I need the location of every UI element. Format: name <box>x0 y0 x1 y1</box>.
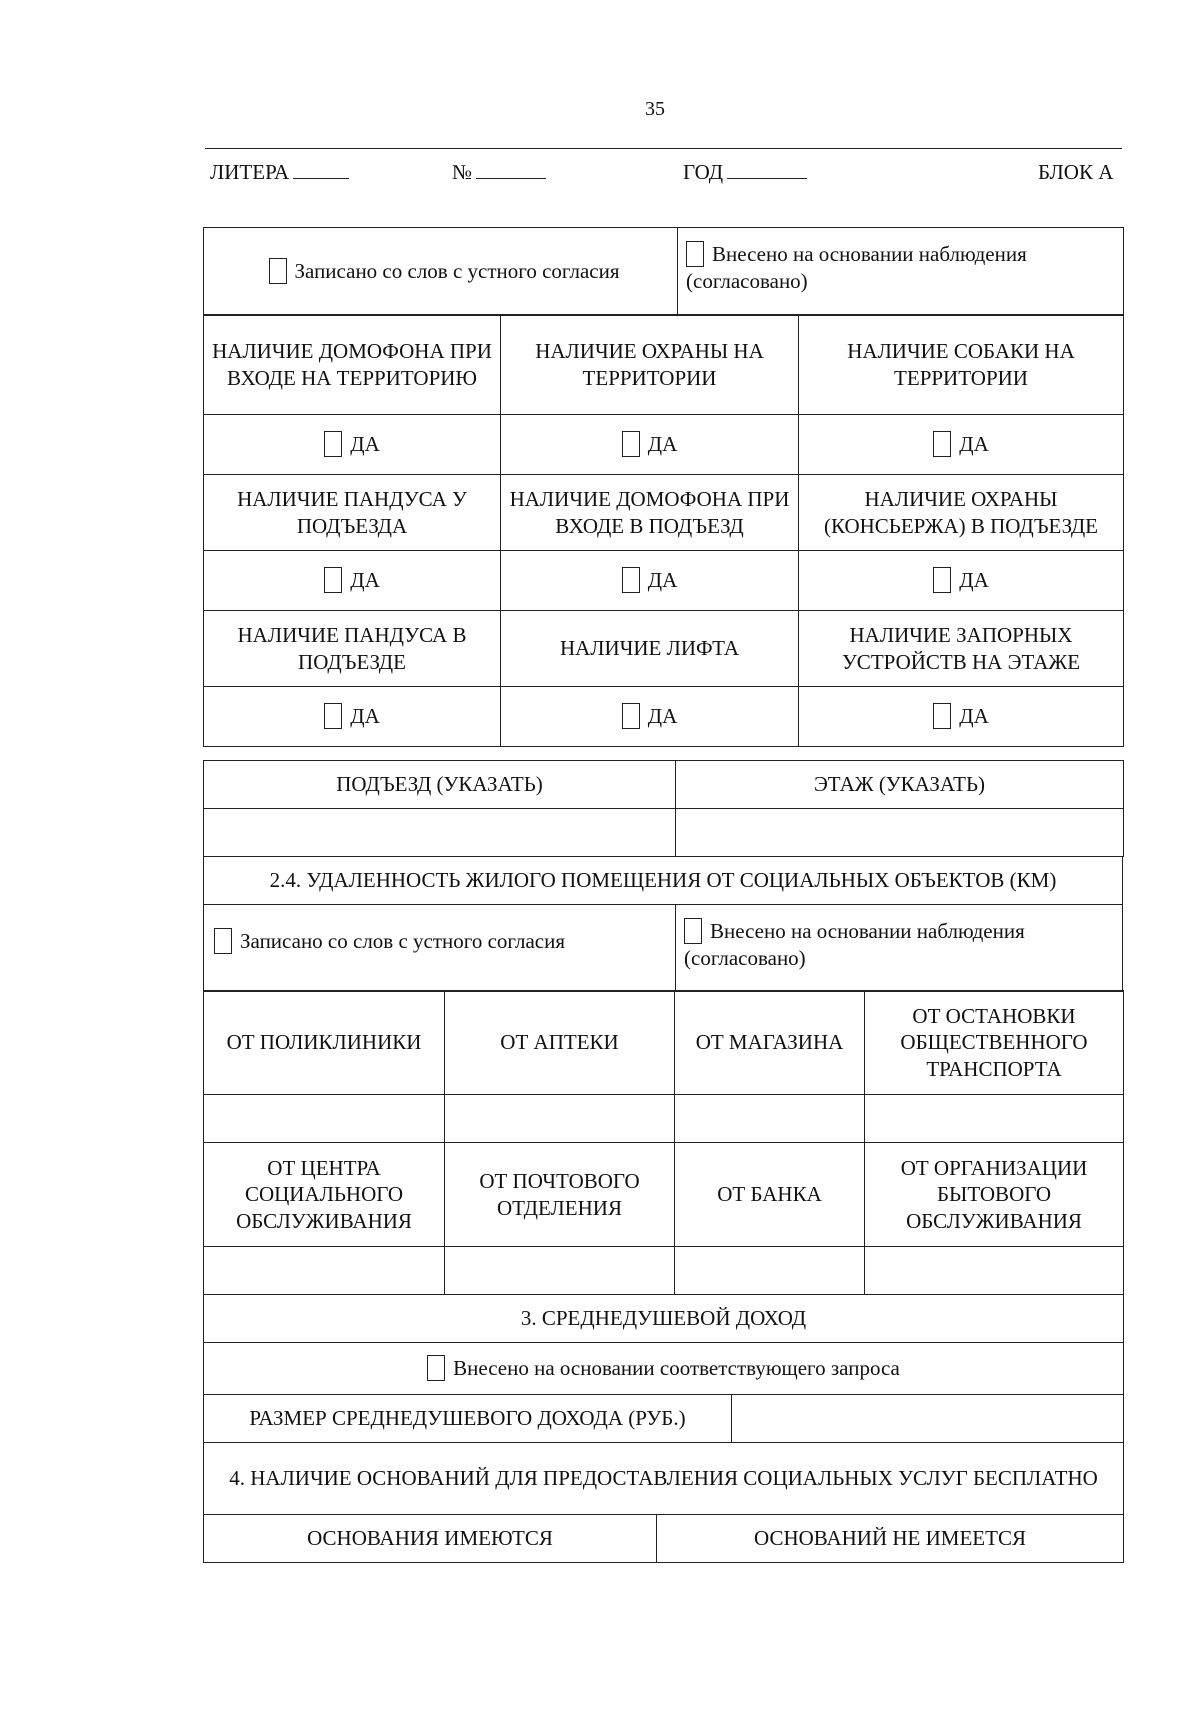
consent-observed-checkbox[interactable] <box>686 241 704 267</box>
year-field[interactable] <box>683 160 807 185</box>
litera-blank[interactable] <box>293 178 349 179</box>
number-label: № <box>452 160 473 184</box>
yes-checkbox[interactable] <box>933 567 951 593</box>
feature-label: НАЛИЧИЕ ЛИФТА <box>501 611 799 687</box>
consent-observed-box[interactable] <box>677 227 1123 315</box>
distance-input[interactable] <box>865 1247 1124 1295</box>
section-3-title: 3. СРЕДНЕДУШЕВОЙ ДОХОД <box>204 1295 1124 1343</box>
yes-checkbox[interactable] <box>622 431 640 457</box>
distance-label: ОТ ПОЛИКЛИНИКИ <box>204 991 445 1095</box>
distance-consent-oral[interactable] <box>214 928 669 955</box>
entrance-label: ПОДЪЕЗД (УКАЗАТЬ) <box>204 761 676 809</box>
yes-label: ДА <box>350 704 380 729</box>
consent-oral-checkbox[interactable] <box>269 258 287 284</box>
litera-label: ЛИТЕРА <box>210 160 290 184</box>
consent-oral-label: Записано со слов с устного согласия <box>294 259 620 284</box>
distance-label: ОТ МАГАЗИНА <box>675 991 865 1095</box>
header-rule <box>205 148 1122 149</box>
yes-option[interactable] <box>799 687 1124 747</box>
distance-input[interactable] <box>445 1247 675 1295</box>
distance-input[interactable] <box>865 1095 1124 1143</box>
features-grid <box>203 314 1124 747</box>
floor-label: ЭТАЖ (УКАЗАТЬ) <box>676 761 1124 809</box>
distance-oral-checkbox[interactable] <box>214 928 232 954</box>
yes-option[interactable] <box>204 415 501 475</box>
location-table <box>203 760 1124 857</box>
yes-checkbox[interactable] <box>324 703 342 729</box>
income-input[interactable] <box>732 1395 1124 1443</box>
yes-checkbox[interactable] <box>622 567 640 593</box>
yes-option[interactable] <box>501 687 799 747</box>
block-label: БЛОК А <box>1038 160 1114 184</box>
feature-label: НАЛИЧИЕ ПАНДУСА У ПОДЪЕЗДА <box>204 475 501 551</box>
yes-checkbox[interactable] <box>622 703 640 729</box>
yes-option[interactable] <box>204 551 501 611</box>
feature-label: НАЛИЧИЕ ДОМОФОНА ПРИ ВХОДЕ В ПОДЪЕЗД <box>501 475 799 551</box>
distance-oral-label: Записано со слов с устного согласия <box>240 929 565 953</box>
income-request-label: Внесено на основании соответствующего запроса <box>453 1356 900 1381</box>
distance-observed-label: Внесено на основании наблюдения (согласовано) <box>684 919 1025 971</box>
yes-label: ДА <box>647 704 678 729</box>
year-label: ГОД <box>683 160 724 184</box>
free-services-section <box>203 1442 1124 1563</box>
yes-label: ДА <box>959 568 989 593</box>
yes-label: ДА <box>959 704 989 729</box>
yes-option[interactable] <box>204 687 501 747</box>
distance-consent-row <box>203 904 1123 992</box>
yes-label: ДА <box>350 432 380 457</box>
distance-label: ОТ ОСТАНОВКИ ОБЩЕСТВЕННОГО ТРАНСПОРТА <box>865 991 1124 1095</box>
distance-label: ОТ АПТЕКИ <box>445 991 675 1095</box>
feature-label: НАЛИЧИЕ ПАНДУСА В ПОДЪЕЗДЕ <box>204 611 501 687</box>
distance-section-title <box>203 856 1123 905</box>
distance-input[interactable] <box>204 1247 445 1295</box>
yes-option[interactable] <box>799 551 1124 611</box>
distance-label: ОТ БАНКА <box>675 1143 865 1247</box>
yes-checkbox[interactable] <box>324 567 342 593</box>
yes-option[interactable] <box>799 415 1124 475</box>
feature-label: НАЛИЧИЕ ОХРАНЫ (КОНСЬЕРЖА) В ПОДЪЕЗДЕ <box>799 475 1124 551</box>
distance-label: ОТ ПОЧТОВОГО ОТДЕЛЕНИЯ <box>445 1143 675 1247</box>
income-request-checkbox[interactable] <box>427 1355 445 1381</box>
yes-checkbox[interactable] <box>324 431 342 457</box>
distance-input[interactable] <box>204 1095 445 1143</box>
number-blank[interactable] <box>476 178 546 179</box>
litera-field[interactable] <box>210 160 349 185</box>
yes-label: ДА <box>647 568 678 593</box>
yes-checkbox[interactable] <box>933 703 951 729</box>
entrance-input[interactable] <box>204 809 676 857</box>
income-section <box>203 1294 1124 1443</box>
distance-label: ОТ ЦЕНТРА СОЦИАЛЬНОГО ОБСЛУЖИВАНИЯ <box>204 1143 445 1247</box>
yes-option[interactable] <box>501 551 799 611</box>
yes-label: ДА <box>959 432 989 457</box>
yes-label: ДА <box>350 568 380 593</box>
yes-option[interactable] <box>501 415 799 475</box>
number-field[interactable] <box>452 160 546 185</box>
consent-observed-label: Внесено на основании наблюдения (согласовано) <box>686 242 1027 294</box>
distance-input[interactable] <box>675 1247 865 1295</box>
distance-label: ОТ ОРГАНИЗАЦИИ БЫТОВОГО ОБСЛУЖИВАНИЯ <box>865 1143 1124 1247</box>
no-grounds-option[interactable]: ОСНОВАНИЙ НЕ ИМЕЕТСЯ <box>657 1515 1124 1563</box>
feature-label: НАЛИЧИЕ ОХРАНЫ НА ТЕРРИТОРИИ <box>501 315 799 415</box>
section-2-4-title: 2.4. УДАЛЕННОСТЬ ЖИЛОГО ПОМЕЩЕНИЯ ОТ СОЦИАЛЬНЫХ ОБЪЕКТОВ (КМ) <box>204 857 1123 905</box>
floor-input[interactable] <box>676 809 1124 857</box>
yes-label: ДА <box>647 432 678 457</box>
income-request-option[interactable] <box>204 1343 1124 1395</box>
distance-consent-observed[interactable] <box>675 904 1122 990</box>
section-4-title: 4. НАЛИЧИЕ ОСНОВАНИЙ ДЛЯ ПРЕДОСТАВЛЕНИЯ СОЦИАЛЬНЫХ УСЛУГ БЕСПЛАТНО <box>204 1443 1124 1515</box>
year-blank[interactable] <box>727 178 807 179</box>
has-grounds-option[interactable]: ОСНОВАНИЯ ИМЕЮТСЯ <box>204 1515 657 1563</box>
income-label: РАЗМЕР СРЕДНЕДУШЕВОГО ДОХОДА (РУБ.) <box>204 1395 732 1443</box>
distance-grid <box>203 990 1124 1295</box>
page-number: 35 <box>645 98 665 120</box>
yes-checkbox[interactable] <box>933 431 951 457</box>
feature-label: НАЛИЧИЕ СОБАКИ НА ТЕРРИТОРИИ <box>799 315 1124 415</box>
distance-input[interactable] <box>675 1095 865 1143</box>
feature-label: НАЛИЧИЕ ДОМОФОНА ПРИ ВХОДЕ НА ТЕРРИТОРИЮ <box>204 315 501 415</box>
distance-observed-checkbox[interactable] <box>684 918 702 944</box>
feature-label: НАЛИЧИЕ ЗАПОРНЫХ УСТРОЙСТВ НА ЭТАЖЕ <box>799 611 1124 687</box>
distance-input[interactable] <box>445 1095 675 1143</box>
